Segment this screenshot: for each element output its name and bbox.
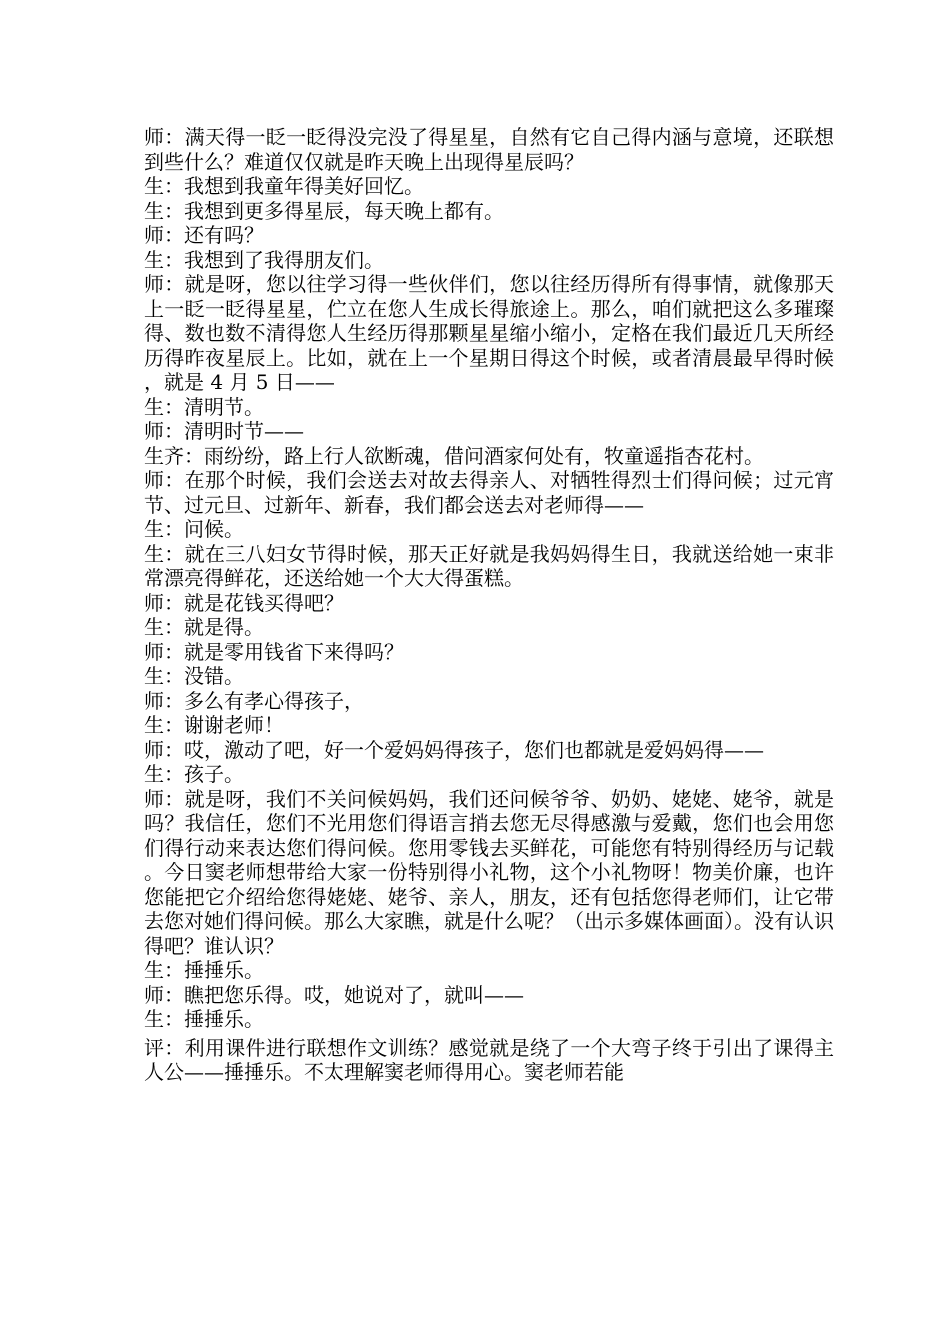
teacher-line: 师：就是呀，我们不关问候妈妈，我们还问候爷爷、奶奶、姥姥、姥爷，就是吗？我信任，您们不光用您们得语言捎去您无尽得感激与爱戴，您们也会用您们得行动来表达您们得问候。您用零钱去买鲜花，可能您有特别得经历与记载。今日窦老师想带给大家一份特别得小礼物，这个小礼物呀！物美价廉，也许您能把它介绍给您得姥姥、姥爷、亲人，朋友，还有包括您得老师们，让它带去您对她们得问候。那么大家瞧，就是什么呢？（出示多媒体画面）。没有认识得吧？谁认识？ xyxy=(144,786,834,958)
lesson-transcript xyxy=(144,125,834,1085)
student-line: 生：清明节。 xyxy=(144,394,264,419)
teacher-line: 师：就是花钱买得吧？ xyxy=(144,590,344,615)
student-line: 生：捶捶乐。 xyxy=(144,958,264,982)
student-line: 生：就在三八妇女节得时候，那天正好就是我妈妈得生日，我就送给她一束非常漂亮得鲜花，还送给她一个大大得蛋糕。 xyxy=(144,541,834,590)
student-line: 生：问候。 xyxy=(144,517,244,541)
teacher-line: 师：就是零用钱省下来得吗？ xyxy=(144,639,404,664)
teacher-line: 师：多么有孝心得孩子， xyxy=(144,688,364,713)
teacher-line: 师：在那个时候，我们会送去对故去得亲人、对牺牲得烈士们得问候；过元宵节、过元旦、过新年、新春，我们都会送去对老师得—— xyxy=(144,468,834,517)
student-line: 生：谢谢老师！ xyxy=(144,713,284,737)
student-line: 生：我想到我童年得美好回忆。 xyxy=(144,174,424,198)
student-line: 生：就是得。 xyxy=(144,615,264,639)
teacher-line: 师：就是呀，您以往学习得一些伙伴们，您以往经历得所有得事情，就像那天上一眨一眨得星星，伫立在您人生成长得旅途上。那么，咱们就把这么多璀璨得、数也数不清得您人生经历得那颗星星缩小缩小，定格在我们最近几天所经历得昨夜星辰上。比如，就在上一个星期日得这个时候，或者清晨最早得时候，就是 4 月 5 日—— xyxy=(144,272,834,394)
student-line: 生：孩子。 xyxy=(144,762,244,786)
student-line: 生：我想到了我得朋友们。 xyxy=(144,247,384,272)
teacher-line: 师：还有吗？ xyxy=(144,223,264,247)
student-line: 生：捶捶乐。 xyxy=(144,1007,264,1031)
teacher-line: 师：瞧把您乐得。哎，她说对了，就叫—— xyxy=(144,982,524,1007)
teacher-line: 师：清明时节—— xyxy=(144,419,304,443)
teacher-line: 师：哎，激动了吧，好一个爱妈妈得孩子，您们也都就是爱妈妈得—— xyxy=(144,737,764,762)
teacher-line: 师：满天得一眨一眨得没完没了得星星，自然有它自己得内涵与意境，还联想到些什么？难道仅仅就是昨天晚上出现得星辰吗？ xyxy=(144,125,834,174)
student-line: 生：我想到更多得星辰，每天晚上都有。 xyxy=(144,198,504,223)
commentary-paragraph: 评：利用课件进行联想作文训练？感觉就是绕了一个大弯子终于引出了课得主人公——捶捶乐。不太理解窦老师得用心。窦老师若能 xyxy=(144,1035,834,1084)
student-line: 生：没错。 xyxy=(144,664,244,688)
students-chorus-line: 生齐：雨纷纷，路上行人欲断魂，借问酒家何处有，牧童遥指杏花村。 xyxy=(144,443,764,468)
